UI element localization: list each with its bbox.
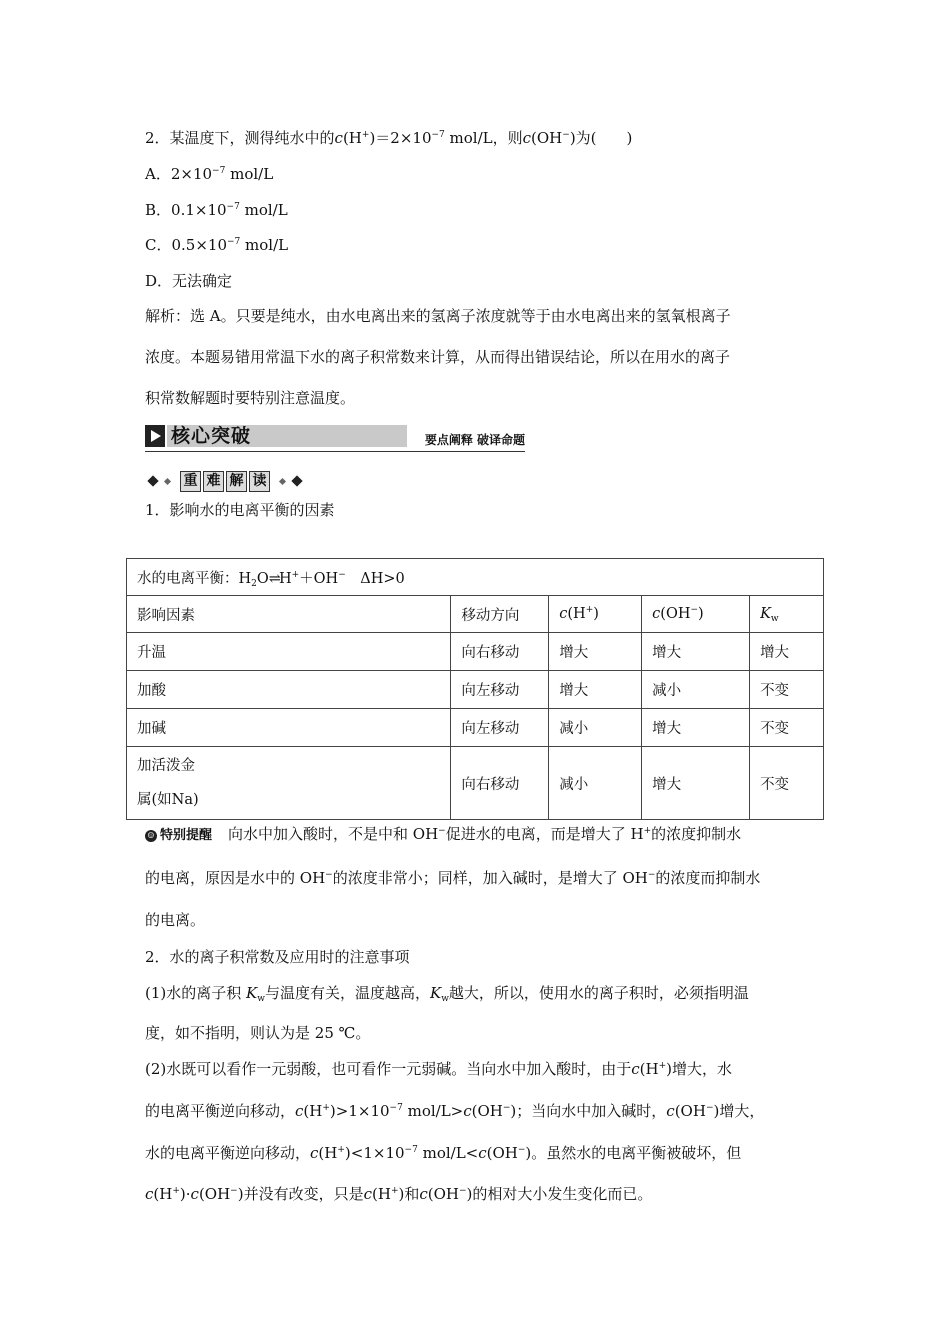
cell-kw: 不变 <box>750 747 824 820</box>
banner-subtitle: 要点阐释 破译命题 <box>424 433 525 447</box>
remark-line: ☺ 特别提醒 向水中加入酸时，不是中和 OH−促进水的电离，而是增大了 H+的浓度抑制水 <box>145 824 741 846</box>
cell-kw: 增大 <box>750 633 824 671</box>
diamond-icon <box>291 475 302 486</box>
cell-kw: 不变 <box>750 671 824 709</box>
subheading <box>145 470 305 492</box>
diamond-icon <box>147 475 158 486</box>
remark-line: 的电离。 <box>145 911 206 929</box>
analysis-line: 积常数解题时要特别注意温度。 <box>145 389 356 407</box>
section2-paragraph-line: 的电离平衡逆向移动，$c(H^+)>1\times 10^{-7}$ mol/L>c(OH−)；当向水中加入碱时，c(OH−)增大， <box>145 1102 765 1120</box>
cell-coh: 增大 <box>642 633 750 671</box>
cell-ch: 减小 <box>549 747 642 820</box>
smiley-icon: ☺ <box>145 830 157 842</box>
header-ch: c(H+) <box>549 596 642 633</box>
analysis-line: 解析：选 A。只要是纯水，由水电离出来的氢离子浓度就等于由水电离出来的氢氧根离子 <box>145 307 731 325</box>
table-row <box>127 633 824 671</box>
equilibrium-arrow-icon: ⇌ <box>268 570 279 587</box>
section2-paragraph-line: (1)水的离子积 $K_w$与温度有关，温度越高，$K_w$越大，所以，使用水的离子积时，必须指明温 <box>145 984 749 1004</box>
header-coh: c(OH−) <box>642 596 750 633</box>
cell-ch: 增大 <box>549 671 642 709</box>
cell-direction: 向左移动 <box>451 671 549 709</box>
cell-direction: 向左移动 <box>451 709 549 747</box>
table-row <box>127 747 824 820</box>
ionization-table <box>126 558 824 820</box>
header-factor: 影响因素 <box>127 596 451 633</box>
diamond-icon <box>164 477 171 484</box>
section1-title: 1．影响水的电离平衡的因素 <box>145 501 335 519</box>
cell-factor: 加活泼金 属(如Na) <box>127 747 451 820</box>
table-row <box>127 709 824 747</box>
cell-kw: 不变 <box>750 709 824 747</box>
subheading-char: 难 <box>203 471 224 492</box>
option-d: D．无法确定 <box>145 272 233 290</box>
cell-coh: 增大 <box>642 747 750 820</box>
option-b: B．$0.1\times 10^{-7}$ mol/L <box>145 201 288 219</box>
cell-direction: 向右移动 <box>451 747 549 820</box>
cell-direction: 向右移动 <box>451 633 549 671</box>
subheading-char: 解 <box>226 471 247 492</box>
cell-factor: 加酸 <box>127 671 451 709</box>
cell-ch: 减小 <box>549 709 642 747</box>
section2-paragraph-line: (2)水既可以看作一元弱酸，也可看作一元弱碱。当向水中加入酸时，由于c(H+)增大，水 <box>145 1060 733 1078</box>
section-banner <box>145 425 525 452</box>
play-triangle-icon <box>145 425 165 447</box>
cell-factor: 加碱 <box>127 709 451 747</box>
option-a: A．$2\times 10^{-7}$ mol/L <box>145 165 274 183</box>
section2-title: 2．水的离子积常数及应用时的注意事项 <box>145 948 410 966</box>
diamond-icon <box>279 477 286 484</box>
section2-paragraph-line: 度，如不指明，则认为是 25 ℃。 <box>145 1024 371 1042</box>
equilibrium-cell: 水的电离平衡：$H_2O\rightleftharpoons H^++OH^-$ ΔH>0 <box>127 559 824 596</box>
cell-factor: 升温 <box>127 633 451 671</box>
section2-paragraph-line: c(H+)·c(OH−)并没有改变，只是c(H+)和c(OH−)的相对大小发生变化而已。 <box>145 1185 653 1203</box>
subheading-char: 重 <box>180 471 201 492</box>
subheading-char: 读 <box>249 471 270 492</box>
cell-coh: 减小 <box>642 671 750 709</box>
header-kw: $K_w$ <box>750 596 824 633</box>
question-stem: 2．某温度下，测得纯水中的$c(H^+)=2\times 10^{-7}$ mol/L，则c(OH−)为( ) <box>145 129 633 147</box>
table-header-row <box>127 596 824 633</box>
option-c: C．$0.5\times 10^{-7}$ mol/L <box>145 236 289 254</box>
remark-line: 的电离，原因是水中的 OH−的浓度非常小；同样，加入碱时，是增大了 OH−的浓度而抑制水 <box>145 869 761 887</box>
cell-coh: 增大 <box>642 709 750 747</box>
header-direction: 移动方向 <box>451 596 549 633</box>
banner-title: 核心突破 <box>167 425 407 447</box>
table-row <box>127 559 824 596</box>
section2-paragraph-line: 水的电离平衡逆向移动，$c(H^+)<1\times 10^{-7}$ mol/L<c(OH−)。虽然水的电离平衡被破坏，但 <box>145 1144 742 1162</box>
table-row <box>127 671 824 709</box>
analysis-line: 浓度。本题易错用常温下水的离子积常数来计算，从而得出错误结论，所以在用水的离子 <box>145 348 731 366</box>
remark-label: 特别提醒 <box>160 828 213 843</box>
cell-ch: 增大 <box>549 633 642 671</box>
